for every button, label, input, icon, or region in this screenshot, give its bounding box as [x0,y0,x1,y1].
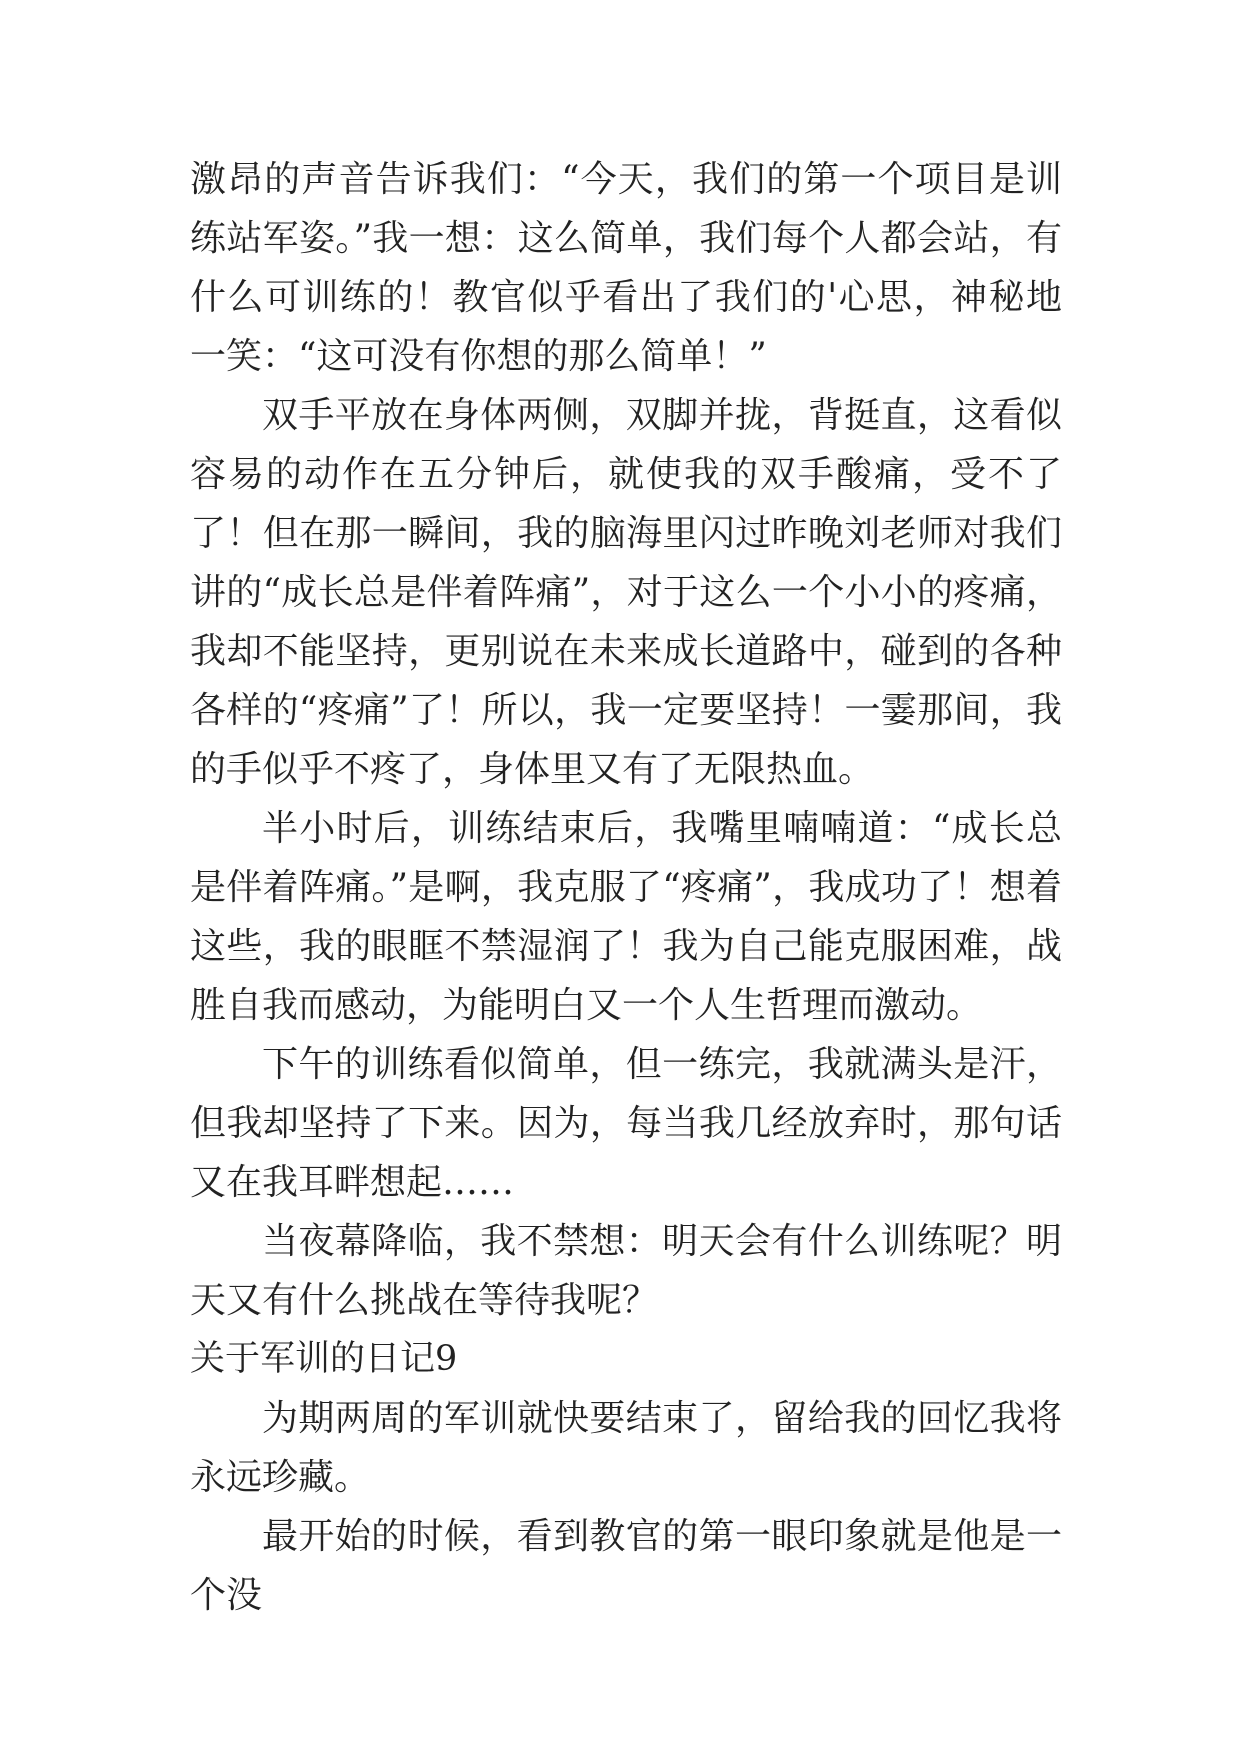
section-heading: 关于军训的日记9 [190,1339,458,1379]
paragraph-continuation: 激昂的声音告诉我们：“今天，我们的第一个项目是训练站军姿。”我一想：这么简单，我们每个人都会站，有什么可训练的！教官似乎看出了我们的'心思，神秘地一笑：“这可没有你想的那么简单！” [190,159,1062,377]
paragraph-night: 当夜幕降临，我不禁想：明天会有什么训练呢？明天又有什么挑战在等待我呢？ [190,1221,1062,1321]
paragraph-two-weeks: 为期两周的军训就快要结束了，留给我的回忆我将永远珍藏。 [190,1398,1062,1498]
paragraph-afternoon: 下午的训练看似简单，但一练完，我就满头是汗，但我却坚持了下来。因为，每当我几经放弃时，那句话又在我耳畔想起…… [190,1044,1062,1203]
paragraph-training-end: 半小时后，训练结束后，我嘴里喃喃道：“成长总是伴着阵痛。”是啊，我克服了“疼痛”，我成功了！想着这些，我的眼眶不禁湿润了！我为自己能克服困难，战胜自我而感动，为能明白又一个人生哲理而激动。 [190,808,1062,1026]
document-body [190,150,1062,1625]
paragraph-standing-posture: 双手平放在身体两侧，双脚并拢，背挺直，这看似容易的动作在五分钟后，就使我的双手酸痛，受不了了！但在那一瞬间，我的脑海里闪过昨晚刘老师对我们讲的“成长总是伴着阵痛”，对于这么一个小小的疼痛，我却不能坚持，更别说在未来成长道路中，碰到的各种各样的“疼痛”了！所以，我一定要坚持！一霎那间，我的手似乎不疼了，身体里又有了无限热血。 [190,395,1062,790]
paragraph-first-impression: 最开始的时候，看到教官的第一眼印象就是他是一个没 [190,1516,1062,1616]
